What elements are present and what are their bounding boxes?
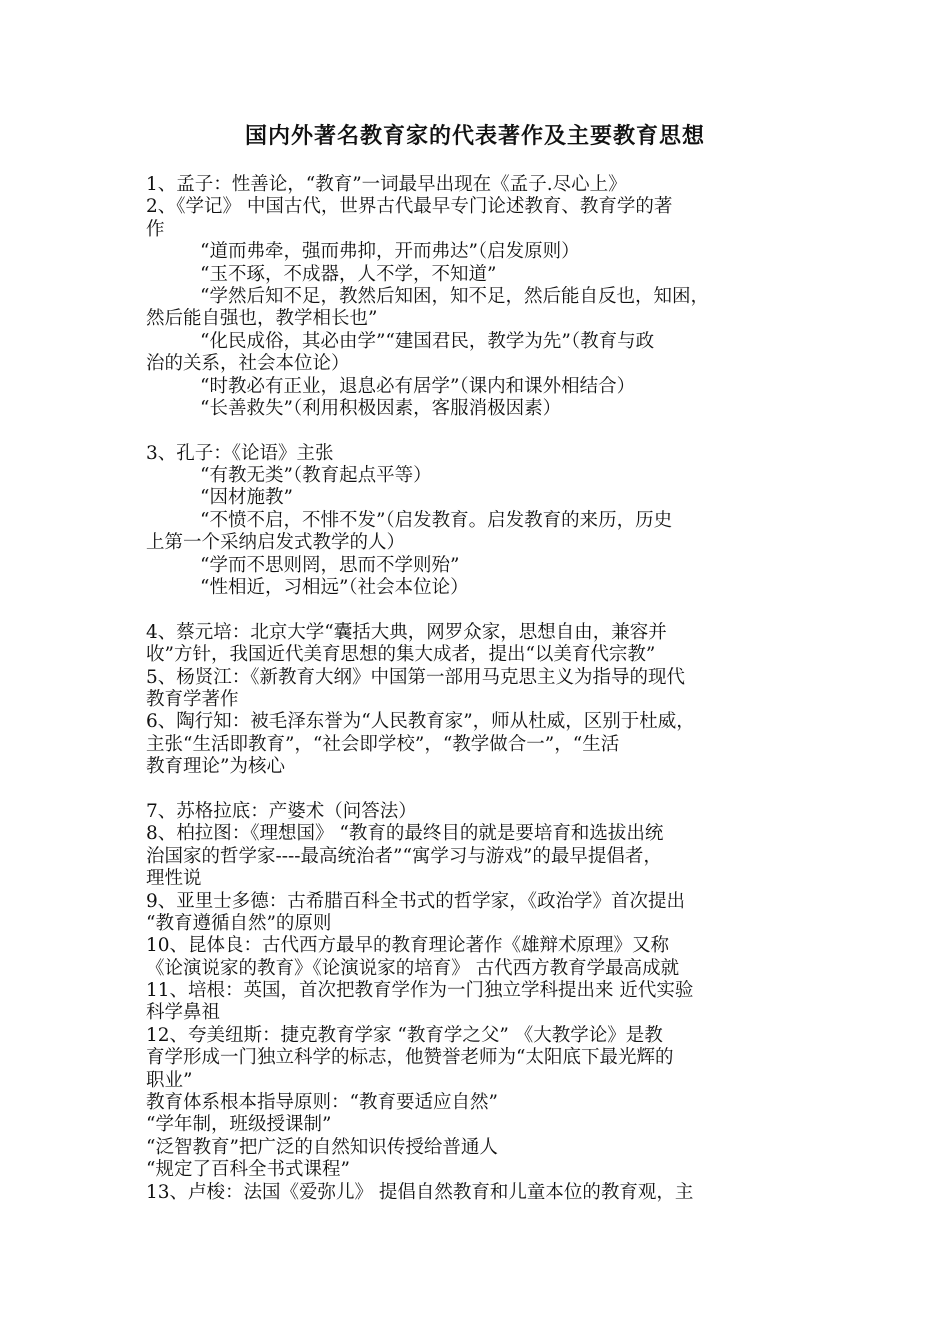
text-line: 育学形成一门独立科学的标志，他赞誉老师为“太阳底下最光辉的 (146, 1047, 674, 1069)
text-line: “泛智教育”把广泛的自然知识传授给普通人 (146, 1136, 498, 1158)
text-line: 10、昆体良：古代西方最早的教育理论著作《雄辩术原理》又称 (146, 935, 670, 957)
text-line: 6、陶行知：被毛泽东誉为“人民教育家”，师从杜威，区别于杜威， (146, 711, 695, 733)
text-line: 3、孔子：《论语》主张 (146, 442, 334, 464)
text-line: “规定了百科全书式课程” (146, 1159, 350, 1181)
text-line: 作 (146, 218, 165, 240)
text-line: 13、卢梭：法国《爱弥儿》 提倡自然教育和儿童本位的教育观，主 (146, 1181, 694, 1203)
text-line: 12、夸美纽斯：捷克教育学家 “教育学之父” 《大教学论》是教 (146, 1024, 663, 1046)
text-line: “学年制，班级授课制” (146, 1114, 332, 1136)
text-line: “学而不思则罔，思而不学则殆” (200, 554, 460, 576)
text-line: 《论演说家的教育》《论演说家的培育》 古代西方教育学最高成就 (146, 957, 680, 979)
text-line: 主张“生活即教育”，“社会即学校”，“教学做合一”，“生活 (146, 733, 620, 755)
text-line: 2、《学记》 中国古代，世界古代最早专门论述教育、教育学的著 (146, 196, 673, 218)
text-line: “道而弗牵，强而弗抑，开而弗达”（启发原则） (200, 241, 580, 263)
text-line: 上第一个采纳启发式教学的人） (146, 532, 406, 554)
document-title: 国内外著名教育家的代表著作及主要教育思想 (244, 124, 705, 149)
text-line: “玉不琢，不成器，人不学，不知道” (200, 263, 497, 285)
text-line: “教育遵循自然”的原则 (146, 912, 332, 934)
text-line: “时教必有正业，退息必有居学”（课内和课外相结合） (200, 375, 636, 397)
text-line: 治的关系，社会本位论） (146, 353, 350, 375)
text-line: “学然后知不足，教然后知困，知不足，然后能自反也，知困， (200, 285, 709, 307)
text-line: 治国家的哲学家----最高统治者”“寓学习与游戏”的最早提倡者， (146, 845, 662, 867)
text-line: 5、杨贤江：《新教育大纲》中国第一部用马克思主义为指导的现代 (146, 666, 686, 688)
text-line: 教育体系根本指导原则：“教育要适应自然” (146, 1092, 498, 1114)
text-line: 8、柏拉图：《理想国》 “教育的最终目的就是要培育和选拔出统 (146, 823, 664, 845)
text-line: “因材施教” (200, 487, 293, 509)
text-line: “有教无类”（教育起点平等） (200, 465, 432, 487)
text-line: “不愤不启，不悱不发”（启发教育。启发教育的来历，历史 (200, 509, 673, 531)
text-line: 教育学著作 (146, 688, 239, 710)
text-line: 4、蔡元培：北京大学“囊括大典，网罗众家，思想自由，兼容并 (146, 621, 667, 643)
text-line: 7、苏格拉底：产婆术（问答法） (146, 800, 417, 822)
text-line: 科学鼻祖 (146, 1002, 221, 1024)
text-line: 然后能自强也，教学相长也” (146, 308, 378, 330)
blank-line (146, 420, 806, 442)
text-line: “长善救失”（利用积极因素，客服消极因素） (200, 397, 562, 419)
blank-line (146, 779, 806, 801)
text-line: 职业” (146, 1069, 193, 1091)
text-line: 收”方针，我国近代美育思想的集大成者，提出“以美育代宗教” (146, 644, 656, 666)
text-line: 9、亚里士多德：古希腊百科全书式的哲学家，《政治学》首次提出 (146, 890, 686, 912)
text-line: “化民成俗，其必由学”“建国君民，教学为先”（教育与政 (200, 330, 655, 352)
text-line: 1、孟子：性善论，“教育”一词最早出现在《孟子.尽心上》 (146, 174, 627, 195)
text-line: 理性说 (146, 868, 202, 890)
document-body (146, 174, 806, 1204)
text-line: 11、培根：英国，首次把教育学作为一门独立学科提出来 近代实验 (146, 980, 694, 1002)
text-line: “性相近，习相远”（社会本位论） (200, 577, 469, 599)
text-line: 教育理论”为核心 (146, 756, 285, 778)
blank-line (146, 599, 806, 621)
